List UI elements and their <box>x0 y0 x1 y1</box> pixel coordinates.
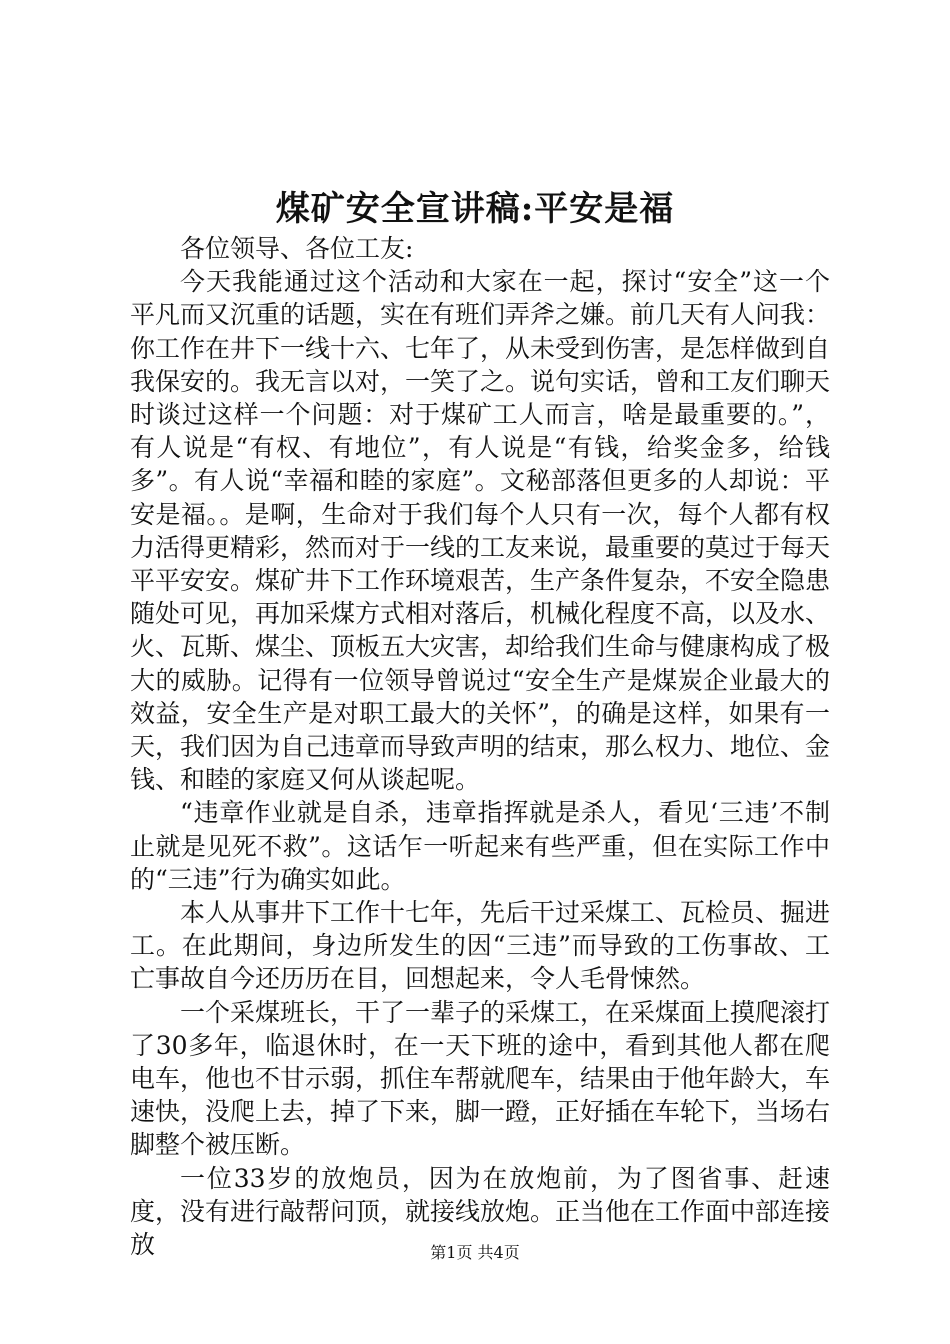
body-paragraph: 本人从事井下工作十七年，先后干过采煤工、瓦检员、掘进工。在此期间，身边所发生的因“三违”而导致的工伤事故、工亡事故自今还历历在目，回想起来，令人毛骨悚然。 <box>130 898 831 994</box>
body-paragraph: 一位33岁的放炮员，因为在放炮前，为了图省事、赶速度，没有进行敲帮问顶，就接线放炮。正当他在工作面中部连接放 <box>130 1163 831 1260</box>
document-body <box>130 232 830 1261</box>
document-title: 煤矿安全宣讲稿:平安是福 <box>275 189 675 229</box>
body-paragraph: 今天我能通过这个活动和大家在一起，探讨“安全”这一个平凡而又沉重的话题，实在有班们弄斧之嫌。前几天有人问我：你工作在井下一线十六、七年了，从未受到伤害，是怎样做到自我保安的。我无言以对，一笑了之。说句实话，曾和工友们聊天时谈过这样一个问题：对于煤矿工人而言，啥是最重要的。”，有人说是“有权、有地位”，有人说是“有钱，给奖金多，给钱多”。有人说“幸福和睦的家庭”。文秘部落但更多的人却说：平安是福。。是啊，生命对于我们每个人只有一次，每个人都有权力活得更精彩，然而对于一线的工友来说，最重要的莫过于每天平平安安。煤矿井下工作环境艰苦，生产条件复杂，不安全隐患随处可见，再加采煤方式相对落后，机械化程度不高，以及水、火、瓦斯、煤尘、顶板五大灾害，却给我们生命与健康构成了极大的威胁。记得有一位领导曾说过“安全生产是煤炭企业最大的效益，安全生产是对职工最大的关怀”，的确是这样，如果有一天，我们因为自己违章而导致声明的结束，那么权力、地位、金钱、和睦的家庭又何从谈起呢。 <box>130 267 831 795</box>
body-paragraph: 一个采煤班长，干了一辈子的采煤工，在采煤面上摸爬滚打了30多年，临退休时，在一天下班的途中，看到其他人都在爬电车，他也不甘示弱，抓住车帮就爬车，结果由于他年龄大，车速快，没爬上去，掉了下来，脚一蹬，正好插在车轮下，当场右脚整个被压断。 <box>130 997 831 1160</box>
body-paragraph: “违章作业就是自杀，违章指挥就是杀人，看见‘三违’不制止就是见死不救”。这话乍一听起来有些严重，但在实际工作中的“三违”行为确实如此。 <box>130 798 830 894</box>
page-footer: 第1页 共4页 <box>430 1243 520 1262</box>
salutation-paragraph: 各位领导、各位工友: <box>180 234 414 263</box>
